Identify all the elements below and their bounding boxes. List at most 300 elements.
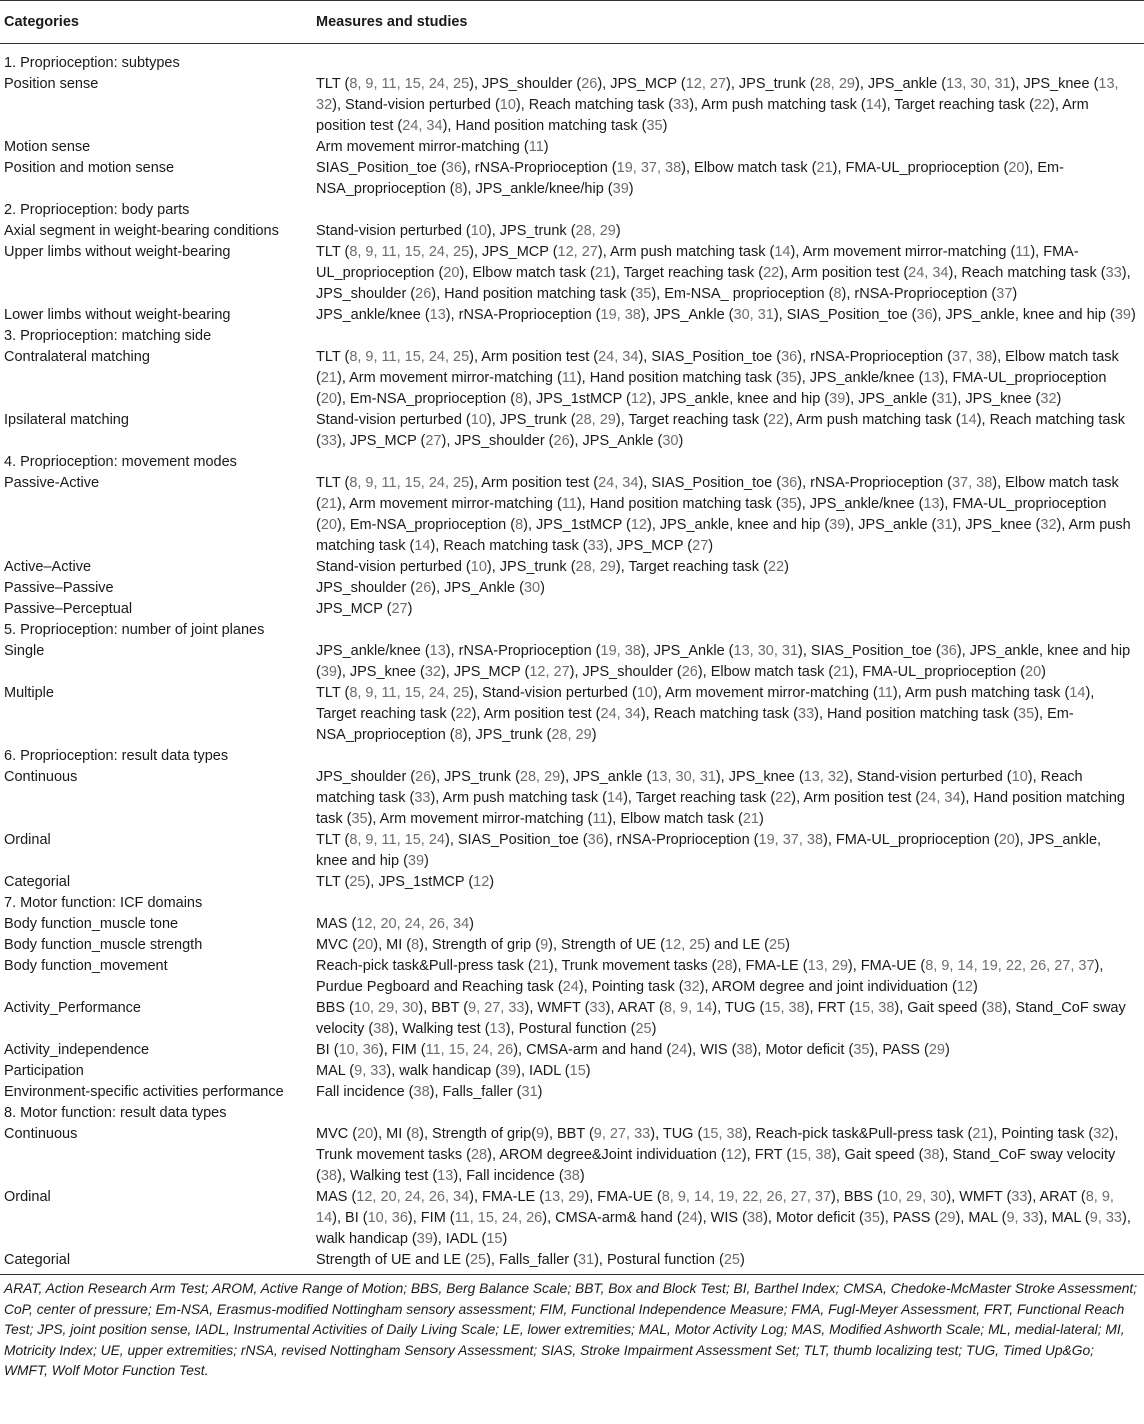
- reference-numbers: 30, 31: [733, 307, 774, 323]
- measure-text: ), Motor deficit (: [763, 1210, 864, 1226]
- section-heading: 2. Proprioception: body parts: [4, 202, 190, 218]
- reference-numbers: 15, 38: [702, 1126, 743, 1142]
- measure-text: ), Elbow match task (: [316, 349, 1119, 386]
- reference-numbers: 24, 34: [402, 118, 443, 134]
- reference-numbers: 12: [725, 1147, 742, 1163]
- table-row: [0, 221, 1144, 242]
- reference-numbers: 8, 9, 11, 15, 24, 25: [349, 475, 470, 491]
- reference-numbers: 38: [746, 1210, 764, 1226]
- reference-numbers: 31: [577, 1252, 595, 1268]
- measure-text: ), Elbow match task (: [316, 475, 1119, 512]
- reference-numbers: 28: [470, 1147, 488, 1163]
- reference-numbers: 8, 9, 14, 19, 22, 26, 27, 37: [925, 958, 1095, 974]
- measure-text: SIAS_Position_toe (: [316, 160, 446, 176]
- category-cell: Body function_muscle tone: [4, 916, 179, 932]
- category-cell: Body function_movement: [4, 958, 168, 974]
- reference-numbers: 30: [662, 433, 679, 449]
- reference-numbers: 9: [536, 1126, 545, 1142]
- reference-numbers: 15: [569, 1063, 586, 1079]
- measures-cell: [312, 998, 1144, 1040]
- measure-text: ), JPS_trunk (: [486, 412, 576, 428]
- measure-text: ), Fall incidence (: [453, 1168, 564, 1184]
- measure-text: ), Reach matching task (: [316, 769, 1083, 806]
- reference-numbers: 11: [561, 496, 577, 512]
- section-heading: 4. Proprioception: movement modes: [4, 454, 237, 470]
- reference-numbers: 28, 29: [519, 769, 561, 785]
- reference-numbers: 31: [521, 1084, 538, 1100]
- measure-text: ): [407, 601, 413, 617]
- category-cell: Position sense: [4, 76, 99, 92]
- reference-numbers: 12: [956, 979, 973, 995]
- measure-text: ), Arm movement mirror-matching (: [790, 244, 1016, 260]
- reference-numbers: 12: [473, 874, 490, 890]
- measure-text: ), SIAS_Position_toe (: [638, 475, 782, 491]
- measure-text: ), Postural function (: [505, 1021, 636, 1037]
- measures-cell: [312, 914, 1144, 935]
- measure-text: ), Arm movement mirror-matching (: [367, 811, 593, 827]
- measure-text: JPS_ankle/knee (: [316, 307, 430, 323]
- reference-numbers: 13: [489, 1021, 506, 1037]
- measure-text: ): [615, 223, 621, 239]
- section-heading: 3. Proprioception: matching side: [4, 328, 212, 344]
- measure-text: ), Purdue Pegboard and Reaching task (: [316, 958, 1104, 995]
- measure-text: MAS (: [316, 916, 357, 932]
- measure-text: ), Hand position matching task (: [814, 706, 1019, 722]
- measure-text: ), JPS_ankle, knee and hip (: [647, 517, 830, 533]
- measure-text: ), JPS_Ankle (: [431, 580, 524, 596]
- reference-numbers: 8: [515, 391, 524, 407]
- reference-numbers: 29: [928, 1042, 945, 1058]
- measure-text: ): [424, 853, 429, 869]
- reference-numbers: 13, 29: [807, 958, 848, 974]
- reference-numbers: 13: [437, 1168, 454, 1184]
- measure-text: ): [1041, 664, 1046, 680]
- measure-text: ), FMA-UL_proprioception (: [316, 244, 1079, 281]
- reference-numbers: 13, 30, 31: [651, 769, 716, 785]
- measure-text: ), Arm position test (: [469, 349, 599, 365]
- measure-text: ), rNSA-Proprioception (: [797, 349, 952, 365]
- reference-numbers: 9: [540, 937, 549, 953]
- measure-text: Stand-vision perturbed (: [316, 223, 471, 239]
- reference-numbers: 38: [320, 1168, 337, 1184]
- reference-numbers: 36: [916, 307, 933, 323]
- measure-text: ), JPS_ankle (: [845, 391, 937, 407]
- reference-numbers: 8: [454, 727, 463, 743]
- reference-numbers: 37, 38: [951, 475, 993, 491]
- reference-numbers: 33: [1105, 265, 1122, 281]
- category-cell: Activity_independence: [4, 1042, 150, 1058]
- measure-text: ), JPS_trunk (: [486, 559, 576, 575]
- reference-numbers: 38: [923, 1147, 940, 1163]
- measure-text: ), BBS (: [831, 1189, 882, 1205]
- reference-numbers: 8, 9, 14: [663, 1000, 713, 1016]
- reference-numbers: 21: [972, 1126, 989, 1142]
- reference-numbers: 30: [523, 580, 541, 596]
- measures-cell: [312, 935, 1144, 956]
- measures-cell: [312, 956, 1144, 998]
- reference-numbers: 12, 27: [529, 664, 570, 680]
- reference-numbers: 12: [630, 391, 647, 407]
- measure-text: ), PASS (: [869, 1042, 929, 1058]
- measure-text: ), Arm position test (: [471, 706, 601, 722]
- section-heading-row: [0, 44, 1144, 75]
- reference-numbers: 29: [939, 1210, 956, 1226]
- section-heading-row: [0, 893, 1144, 914]
- category-cell: Ipsilateral matching: [4, 412, 129, 428]
- reference-numbers: 8: [515, 517, 524, 533]
- reference-numbers: 28, 29: [551, 727, 592, 743]
- table-row: [0, 683, 1144, 746]
- header-categories: Categories: [0, 1, 312, 44]
- measure-text: ), JPS_MCP (: [336, 433, 426, 449]
- measure-text: ), CMSA-arm and hand (: [513, 1042, 672, 1058]
- table-row: [0, 830, 1144, 872]
- reference-numbers: 8: [454, 181, 463, 197]
- reference-numbers: 37, 38: [951, 349, 993, 365]
- reference-numbers: 11: [592, 811, 608, 827]
- reference-numbers: 33: [587, 538, 604, 554]
- measure-text: ), Em-NSA_proprioception (: [336, 391, 516, 407]
- reference-numbers: 26: [681, 664, 698, 680]
- reference-numbers: 13, 32: [316, 76, 1119, 113]
- category-cell: Categorial: [4, 874, 71, 890]
- table-row: [0, 158, 1144, 200]
- measure-text: ), FMA-UE (: [847, 958, 926, 974]
- reference-numbers: 28, 29: [575, 223, 616, 239]
- measure-text: ), Arm position test (: [316, 97, 1089, 134]
- measure-text: ), FIM (: [407, 1210, 455, 1226]
- table-row: [0, 473, 1144, 557]
- measures-cell: [312, 200, 1144, 221]
- table-footnote: ARAT, Action Research Arm Test; AROM, Active Range of Motion; BBS, Berg Balance Scale; BBT, Box and Block Test; BI, Barthel Index; CMSA, Chedoke-McMaster Stroke Assessment; CoP, center of pressure; Em-NSA, Erasmus-modified Nottingham sensory assessment; FIM, Functional Independence Measure; FMA, Fugl-Meyer Assessment, FRT, Functional Reach Test; JPS, joint position sense, IADL, Instrumental Activities of Daily Living Scale; LE, lower extremities; MAL, Motor Activity Log; MAS, Modified Ashworth Scale; ML, medial-lateral; MI, Motricity Index; UE, upper extremities; rNSA, revised Nottingham Sensory Assessment; SIAS, Stroke Impairment Assessment Set; TLT, thumb localizing test; TUG, Timed Up&Go; WMFT, Wolf Motor Function Test.: [4, 1281, 1138, 1378]
- measure-text: ), Falls_faller (: [429, 1084, 522, 1100]
- measures-cell: [312, 74, 1144, 137]
- measures-cell: [312, 683, 1144, 746]
- measures-cell: [312, 1040, 1144, 1061]
- section-heading-row: [0, 1103, 1144, 1124]
- reference-numbers: 33: [320, 433, 337, 449]
- measure-text: ), Falls_faller (: [486, 1252, 578, 1268]
- measure-text: Stand-vision perturbed (: [316, 412, 471, 428]
- measure-text: ): [585, 1063, 591, 1079]
- reference-numbers: 11: [561, 370, 577, 386]
- measure-text: ), Arm movement mirror-matching (: [652, 685, 878, 701]
- table-row: [0, 599, 1144, 620]
- measures-cell: [312, 1250, 1144, 1275]
- measure-text: ), Arm push matching task (: [430, 790, 607, 806]
- measure-text: ): [1012, 286, 1018, 302]
- table-row: [0, 1082, 1144, 1103]
- measure-text: ), Target reaching task (: [316, 685, 1095, 722]
- measure-text: ), Gait speed (: [831, 1147, 924, 1163]
- measure-text: ), JPS_knee (: [336, 664, 425, 680]
- reference-numbers: 20: [1008, 160, 1025, 176]
- reference-numbers: 19, 37, 38: [758, 832, 824, 848]
- reference-numbers: 8, 9, 11, 15, 24: [349, 832, 445, 848]
- measure-text: ), Target reaching task (: [881, 97, 1034, 113]
- measure-text: ), BBT (: [544, 1126, 594, 1142]
- reference-numbers: 8: [411, 937, 420, 953]
- reference-numbers: 8, 9, 11, 15, 24, 25: [349, 244, 470, 260]
- reference-numbers: 35: [646, 118, 663, 134]
- reference-numbers: 19, 38: [600, 307, 641, 323]
- table-row: [0, 1124, 1144, 1187]
- measure-text: ), WMFT (: [524, 1000, 590, 1016]
- measure-text: ), Target reaching task (: [623, 790, 776, 806]
- table-row: [0, 578, 1144, 599]
- category-cell: Passive–Perceptual: [4, 601, 133, 617]
- measure-text: ), JPS_1stMCP (: [523, 391, 631, 407]
- reference-numbers: 12: [630, 517, 647, 533]
- reference-numbers: 36: [940, 643, 957, 659]
- measure-text: ): [944, 1042, 950, 1058]
- measure-text: ), Stand_CoF sway velocity (: [316, 1000, 1126, 1037]
- reference-numbers: 38: [413, 1084, 430, 1100]
- reference-numbers: 21: [320, 496, 337, 512]
- measure-text: ), Arm movement mirror-matching (: [336, 496, 562, 512]
- reference-numbers: 35: [853, 1042, 870, 1058]
- reference-numbers: 15: [486, 1231, 503, 1247]
- measure-text: ), Reach matching task (: [430, 538, 588, 554]
- table-row: [0, 242, 1144, 305]
- measure-text: ), Em-NSA_proprioception (: [336, 517, 516, 533]
- measure-text: ), Em-NSA_proprioception (: [316, 706, 1074, 743]
- reference-numbers: 38: [563, 1168, 580, 1184]
- measure-text: ), rNSA-Proprioception (: [445, 643, 601, 659]
- category-cell: Continuous: [4, 769, 78, 785]
- header-measures: Measures and studies: [312, 1, 1144, 44]
- reference-numbers: 21: [833, 664, 850, 680]
- measures-cell: [312, 326, 1144, 347]
- reference-numbers: 22: [1033, 97, 1051, 113]
- reference-numbers: 11, 15, 24, 26: [425, 1042, 514, 1058]
- reference-numbers: 9, 33: [354, 1063, 387, 1079]
- measure-text: JPS_MCP (: [316, 601, 392, 617]
- measure-text: ), Strength of grip(: [419, 1126, 537, 1142]
- table-row: [0, 641, 1144, 683]
- measure-text: ), Strength of UE (: [548, 937, 665, 953]
- reference-numbers: 13, 30, 31: [733, 643, 799, 659]
- reference-numbers: 10: [470, 559, 487, 575]
- reference-numbers: 13: [923, 370, 940, 386]
- reference-numbers: 38: [736, 1042, 753, 1058]
- reference-numbers: 12, 27: [685, 76, 727, 92]
- reference-numbers: 27: [425, 433, 442, 449]
- category-cell: Passive-Active: [4, 475, 100, 491]
- reference-numbers: 14: [1069, 685, 1086, 701]
- table-row: [0, 74, 1144, 137]
- measure-text: ), Target reaching task (: [615, 412, 768, 428]
- reference-numbers: 35: [780, 496, 797, 512]
- category-cell: Participation: [4, 1063, 84, 1079]
- category-cell: Single: [4, 643, 45, 659]
- reference-numbers: 35: [635, 286, 652, 302]
- reference-numbers: 24, 34: [600, 706, 641, 722]
- measures-cell: [312, 1124, 1144, 1187]
- reference-numbers: 36: [587, 832, 604, 848]
- measure-text: TLT (: [316, 76, 350, 92]
- reference-numbers: 13: [923, 496, 940, 512]
- reference-numbers: 24, 34: [908, 265, 949, 281]
- reference-numbers: 38: [373, 1021, 390, 1037]
- measures-cell: [312, 767, 1144, 830]
- reference-numbers: 26: [415, 580, 432, 596]
- reference-numbers: 22: [775, 790, 792, 806]
- section-heading-row: [0, 200, 1144, 221]
- measure-text: ), JPS_ankle (: [845, 517, 937, 533]
- reference-numbers: 13: [429, 643, 446, 659]
- measures-cell: [312, 830, 1144, 872]
- reference-numbers: 32: [1040, 391, 1057, 407]
- measure-text: ), Reach-pick task&Pull-press task (: [742, 1126, 973, 1142]
- reference-numbers: 26: [581, 76, 598, 92]
- measure-text: ): [502, 1231, 508, 1247]
- measure-text: ), Stand-vision perturbed (: [332, 97, 500, 113]
- reference-numbers: 11: [1015, 244, 1031, 260]
- reference-numbers: 24, 34: [598, 475, 639, 491]
- reference-numbers: 20: [357, 937, 374, 953]
- table-row: [0, 767, 1144, 830]
- measure-text: ), Reach matching task (: [948, 265, 1106, 281]
- measures-cell: [312, 746, 1144, 767]
- measure-text: ), Arm push matching task (: [597, 244, 775, 260]
- measure-text: ): [651, 1021, 657, 1037]
- reference-numbers: 26: [553, 433, 570, 449]
- reference-numbers: 28, 29: [575, 559, 616, 575]
- measure-text: Arm movement mirror-matching (: [316, 139, 529, 155]
- measure-text: ), JPS_shoulder (: [469, 76, 582, 92]
- measure-text: ), JPS_Ankle (: [640, 643, 734, 659]
- measure-text: Reach-pick task&Pull-press task (: [316, 958, 533, 974]
- measure-text: MAL (: [316, 1063, 355, 1079]
- reference-numbers: 20: [998, 832, 1015, 848]
- measure-text: ), Arm position test (: [779, 265, 909, 281]
- measure-text: ), Strength of grip (: [419, 937, 541, 953]
- measure-text: ), Elbow match task (: [607, 811, 743, 827]
- measure-text: Strength of UE and LE (: [316, 1252, 470, 1268]
- table-row: [0, 410, 1144, 452]
- measure-text: ): [784, 559, 789, 575]
- measure-text: ): [579, 1168, 585, 1184]
- measure-text: ), WMFT (: [946, 1189, 1012, 1205]
- section-heading-row: [0, 746, 1144, 767]
- reference-numbers: 8: [411, 1126, 420, 1142]
- reference-numbers: 12, 20, 24, 26, 34: [356, 916, 470, 932]
- measure-text: MVC (: [316, 1126, 358, 1142]
- measure-text: ), rNSA-Proprioception (: [461, 160, 617, 176]
- reference-numbers: 12, 25: [665, 937, 706, 953]
- reference-numbers: 27: [692, 538, 709, 554]
- reference-numbers: 28, 29: [575, 412, 616, 428]
- measure-text: ), JPS_ankle/knee (: [796, 496, 924, 512]
- measure-text: ): [537, 1084, 543, 1100]
- measures-cell: [312, 641, 1144, 683]
- reference-numbers: 35: [351, 811, 368, 827]
- section-heading: 8. Motor function: result data types: [4, 1105, 227, 1121]
- measure-text: ), JPS_ankle/knee/hip (: [462, 181, 613, 197]
- reference-numbers: 39: [500, 1063, 517, 1079]
- category-cell: Motion sense: [4, 139, 91, 155]
- measures-cell: [312, 305, 1144, 326]
- reference-numbers: 11: [877, 685, 893, 701]
- section-heading-row: [0, 620, 1144, 641]
- table-row: [0, 347, 1144, 410]
- measure-text: ): [628, 181, 634, 197]
- reference-numbers: 22: [763, 265, 780, 281]
- measures-cell: [312, 44, 1144, 75]
- reference-numbers: 8, 9, 11, 15, 24, 25: [349, 349, 470, 365]
- measure-text: ), JPS_MCP (: [440, 664, 530, 680]
- measure-text: ): [662, 118, 668, 134]
- reference-numbers: 25: [635, 1021, 652, 1037]
- reference-numbers: 9, 33: [1089, 1210, 1122, 1226]
- reference-numbers: 19, 38: [600, 643, 641, 659]
- reference-numbers: 15, 38: [854, 1000, 895, 1016]
- measure-text: ), Walking test (: [336, 1168, 438, 1184]
- reference-numbers: 28, 29: [814, 76, 855, 92]
- reference-numbers: 12, 20, 24, 26, 34: [356, 1189, 470, 1205]
- measure-text: ), PASS (: [879, 1210, 940, 1226]
- measure-text: ), Arm push matching task (: [784, 412, 961, 428]
- reference-numbers: 10: [1011, 769, 1028, 785]
- measure-text: ), FMA-LE (: [469, 1189, 545, 1205]
- category-cell: Environment-specific activities performance: [4, 1084, 284, 1100]
- measure-text: ), JPS_trunk (: [726, 76, 815, 92]
- measures-cell: [312, 620, 1144, 641]
- measure-text: ), Em-NSA_proprioception (: [316, 160, 1064, 197]
- measure-text: TLT (: [316, 685, 350, 701]
- measure-text: ), Elbow match task (: [681, 160, 817, 176]
- measure-text: ) and LE (: [705, 937, 769, 953]
- measure-text: ), SIAS_Position_toe (: [638, 349, 782, 365]
- measure-text: ): [708, 538, 714, 554]
- reference-numbers: 10: [636, 685, 653, 701]
- measure-text: ), FMA-UL_proprioception (: [316, 370, 1107, 407]
- category-cell: Active–Active: [4, 559, 92, 575]
- measure-text: ): [739, 1252, 745, 1268]
- reference-numbers: 11, 15, 24, 26: [454, 1210, 543, 1226]
- reference-numbers: 14: [606, 790, 624, 806]
- reference-numbers: 33: [798, 706, 815, 722]
- measure-text: ), ARAT (: [1027, 1189, 1086, 1205]
- reference-numbers: 24: [681, 1210, 698, 1226]
- measure-text: ), BBT (: [418, 1000, 469, 1016]
- category-cell: Multiple: [4, 685, 54, 701]
- measure-text: ), Target reaching task (: [615, 559, 768, 575]
- measure-text: ), TUG (: [650, 1126, 703, 1142]
- reference-numbers: 39: [1114, 307, 1131, 323]
- measure-text: ), JPS_trunk (: [486, 223, 576, 239]
- measure-text: ), JPS_ankle, knee and hip (: [647, 391, 830, 407]
- measure-text: ), FMA-LE (: [732, 958, 808, 974]
- table-row: [0, 872, 1144, 893]
- measure-text: ), JPS_Ankle (: [640, 307, 734, 323]
- reference-numbers: 24, 34: [920, 790, 961, 806]
- measures-cell: [312, 158, 1144, 200]
- measure-text: ), Stand-vision perturbed (: [844, 769, 1012, 785]
- measure-text: ), rNSA-Proprioception (: [841, 286, 997, 302]
- measures-cell: [312, 1061, 1144, 1082]
- reference-numbers: 8, 9, 11, 15, 24, 25: [349, 76, 470, 92]
- reference-numbers: 14: [865, 97, 882, 113]
- measures-cell: [312, 473, 1144, 557]
- measure-text: ), JPS_trunk (: [431, 769, 520, 785]
- measure-text: ): [540, 580, 545, 596]
- measure-text: TLT (: [316, 244, 350, 260]
- measure-text: ), TUG (: [712, 1000, 765, 1016]
- measure-text: ), Arm push matching task (: [892, 685, 1070, 701]
- measure-text: ), BI (: [332, 1210, 368, 1226]
